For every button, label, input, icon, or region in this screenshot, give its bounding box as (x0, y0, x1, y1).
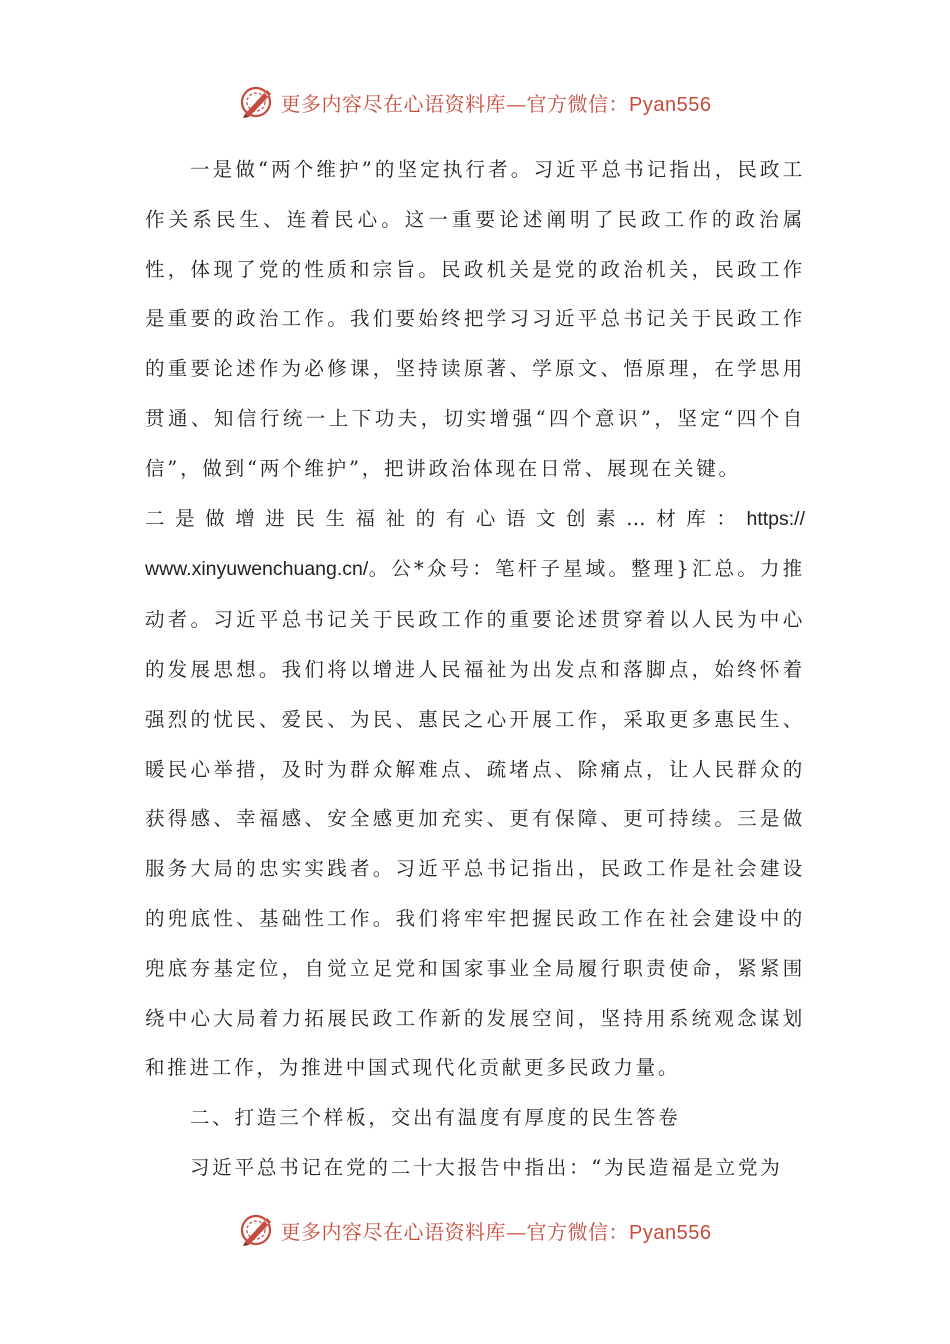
url-fragment: https:// (746, 507, 805, 530)
pen-logo-icon (239, 1212, 275, 1248)
paragraph-two-first-line: 二是做增进民生福祉的有心语文创素…材库：https:// (145, 506, 805, 530)
document-body (145, 145, 805, 1193)
banner-text: 更多内容尽在心语资料库—官方微信：Pyan556 (280, 1219, 712, 1244)
paragraph-three: 习近平总书记在党的二十大报告中指出：“为民造福是立党为 (190, 1155, 783, 1179)
footer-banner (0, 1208, 950, 1252)
pen-logo-icon (239, 84, 275, 120)
website-url: www.xinyuwenchuang.cn/ (145, 558, 369, 581)
paragraph-two: www.xinyuwenchuang.cn/。公*众号：笔杆子星域。整理}汇总。力推动者。习近平总书记关于民政工作的重要论述贯穿着以人民为中心的发展思想。我们将以增进人民福祉为出发点和落脚点，始终怀着强烈的忧民、爱民、为民、惠民之心开展工作，采取更多惠民生、暖民心举措，及时为群众解难点、疏堵点、除痛点，让人民群众的获得感、幸福感、安全感更加充实、更有保障、更可持续。三是做服务大局的忠实实践者。习近平总书记指出，民政工作是社会建设的兜底性、基础性工作。我们将牢牢把握民政工作在社会建设中的兜底夯基定位，自觉立足党和国家事业全局履行职责使命，紧紧围绕中心大局着力拓展民政工作新的发展空间，坚持用系统观念谋划和推进工作，为推进中国式现代化贡献更多民政力量。 (145, 557, 805, 1080)
header-banner (0, 80, 950, 124)
paragraph-one: 一是做“两个维护”的坚定执行者。习近平总书记指出，民政工作关系民生、连着民心。这一重要论述阐明了民政工作的政治属性，体现了党的性质和宗旨。民政机关是党的政治机关，民政工作是重要的政治工作。我们要始终把学习习近平总书记关于民政工作的重要论述作为必修课，坚持读原著、学原文、悟原理，在学思用贯通、知信行统一上下功夫，切实增强“四个意识”，坚定“四个自信”，做到“两个维护”，把讲政治体现在日常、展现在关键。 (145, 158, 805, 480)
wechat-id: Pyan556 (629, 1221, 712, 1244)
wechat-id: Pyan556 (629, 93, 712, 116)
banner-text: 更多内容尽在心语资料库—官方微信：Pyan556 (280, 91, 712, 116)
section-heading: 二、打造三个样板，交出有温度有厚度的民生答卷 (190, 1106, 681, 1130)
